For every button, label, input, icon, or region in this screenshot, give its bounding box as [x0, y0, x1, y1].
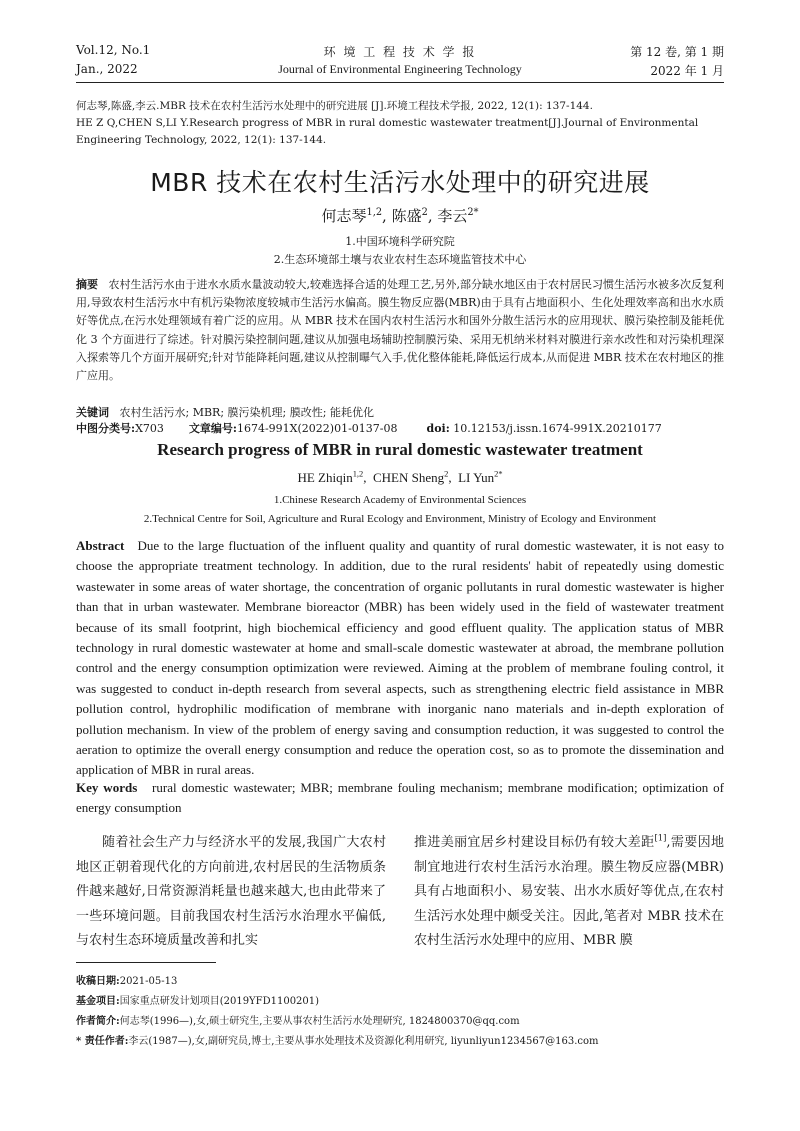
abstract-cn [76, 276, 724, 385]
author-3-sup: 2* [467, 207, 479, 218]
header-date-en: Jan., 2022 [76, 62, 138, 76]
header-journal-en: Journal of Environmental Engineering Technology [278, 62, 522, 76]
received-label: 收稿日期: [76, 976, 120, 987]
header-date-cn: 2022 年 1 月 [650, 64, 724, 78]
footnote-author [76, 1012, 724, 1032]
fund-label: 基金项目: [76, 996, 120, 1007]
affiliation-en-2: 2.Technical Centre for Soil, Agriculture and Rural Ecology and Environment, Ministry of Ecology and Environment [143, 513, 657, 525]
corresponding-value: 李云(1987—),女,副研究员,博士,主要从事水处理技术及资源化利用研究, liyunliyun1234567@163.com [128, 1036, 599, 1047]
author-3: 李云 [437, 207, 468, 225]
body-column-right [414, 831, 724, 954]
keywords-cn-label: 关键词 [76, 406, 109, 419]
author-2-sup: 2 [421, 207, 428, 218]
footnotes [76, 972, 724, 1052]
authors-en: HE Zhiqin$^{1,2}$, CHEN Sheng$^2$, LI Yun$^{2*}$ [297, 468, 503, 485]
author-bio-value: 何志琴(1996—),女,硕士研究生,主要从事农村生活污水处理研究, 1824800370@qq.com [119, 1016, 520, 1027]
fund-value: 国家重点研发计划项目(2019YFD1100201) [119, 996, 320, 1007]
keywords-cn-text: 农村生活污水; MBR; 膜污染机理; 膜改性; 能耗优化 [119, 406, 374, 419]
doi-label: doi: [426, 422, 450, 435]
author-2: 陈盛 [391, 207, 422, 225]
corresponding-label: * 责任作者: [76, 1036, 129, 1047]
page-title-en: Research progress of MBR in rural domestic wastewater treatment [157, 440, 643, 459]
affiliation-cn-1: 1.中国环境科学研究院 [345, 235, 455, 248]
affiliation-en-1: 1.Chinese Research Academy of Environmental Sciences [273, 494, 527, 506]
body-column-left: 随着社会生产力与经济水平的发展,我国广大农村地区正朝着现代化的方向前进,农村居民的生活物质条件越来越好,日常资源消耗量也越来越大,也由此带来了一些环境问题。目前我国农村生活污水治理水平偏低,与农村生态环境质量改善和扎实 [76, 835, 386, 949]
footnote-received [76, 972, 724, 992]
citation-en: HE Z Q,CHEN S,LI Y.Research progress of MBR in rural domestic wastewater treatment[J].Journal of Environmental Engineering Technology, 2022, 12(1): 137-144. [76, 117, 699, 146]
author-en-1-sup: 1,2 [352, 468, 364, 479]
abstract-en-text: Due to the large fluctuation of the influent quality and quantity of rural domestic wastewater, it is not easy to choose the appropriate treatment technology. In addition, due to the rural residents' habit of repeatedly using domestic wastewater in some areas of water shortage, the concentration of organic pollutants in rural domestic wastewater is higher than that in urban wastewater. Membrane bioreactor (MBR) has been widely used in the field of wastewater treatment because of its small footprint, high biochemical efficiency and good effluent quality. The application status of MBR technology in rural domestic wastewater at home and small-scale domestic wastewater at abroad, the membrane pollution control and the energy consumption optimization were reviewed. Aiming at the problem of membrane fouling control, it was suggested to conduct in-depth research from several aspects, such as strengthening electric field assistance in MBR pollution control, hydrophilic modification of membrane with inorganic nano materials and in-depth exploration of pollution mechanism. In view of the problem of energy saving and consumption reduction, it was suggested to control the aeration to optimize the overall energy consumption and reduce the operation cost, so as to promote the dissemination and application of MBR in rural areas. [76, 538, 725, 778]
author-en-2-sup: 2 [444, 468, 449, 479]
article-no-label: 文章编号: [188, 422, 237, 435]
keywords-en-text: rural domestic wastewater; MBR; membrane fouling mechanism; membrane modification; optimization of energy consumption [76, 780, 724, 816]
header-rule [76, 82, 724, 83]
abstract-en-label: Abstract [76, 538, 125, 553]
received-value: 2021-05-13 [119, 976, 178, 987]
author-1-sup: 1,2 [366, 207, 383, 218]
header-volume-en: Vol.12, No.1 [76, 43, 151, 57]
article-meta [76, 405, 724, 437]
citation-cn: 何志琴,陈盛,李云.MBR 技术在农村生活污水处理中的研究进展 [J].环境工程技术学报, 2022, 12(1): 137-144. [76, 100, 593, 112]
affiliation-cn-2: 2.生态环境部土壤与农业农村生态环境监管技术中心 [273, 253, 527, 266]
body-right-part-b: ,需要因地制宜地进行农村生活污水治理。膜生物反应器(MBR)具有占地面积小、易安装、出水水质好等优点,在农村生活污水处理中颇受关注。因此,笔者对 MBR 技术在农村生活污水处理中的应用、MBR 膜 [414, 835, 724, 949]
clc-value: X703 [135, 422, 164, 435]
author-en-3: LI Yun [458, 470, 495, 485]
citation-block [76, 98, 724, 149]
header-journal-cn: 环 境 工 程 技 术 学 报 [323, 45, 477, 59]
author-bio-label: 作者简介: [76, 1016, 120, 1027]
keywords-cn [76, 405, 724, 421]
author-1: 何志琴 [321, 207, 367, 225]
footnote-rule [76, 962, 216, 963]
author-en-3-sup: 2* [494, 468, 503, 479]
article-no-value: 1674-991X(2022)01-0137-08 [236, 422, 398, 435]
page-title-cn: MBR 技术在农村生活污水处理中的研究进展 [150, 168, 650, 197]
body-right-part-a: 推进美丽宜居乡村建设目标仍有较大差距 [414, 835, 655, 850]
footnote-corresponding [76, 1032, 724, 1052]
abstract-cn-label: 摘要 [76, 278, 98, 291]
authors-cn: 何志琴$^{1,2}$, 陈盛$^2$, 李云$^{2*}$ [321, 207, 479, 225]
header-volume-cn: 第 12 卷, 第 1 期 [630, 45, 724, 59]
abstract-cn-text: 农村生活污水由于进水水质水量波动较大,较难选择合适的处理工艺,另外,部分缺水地区由于农村居民习惯生活污水被多次反复利用,导致农村生活污水中有机污染物浓度较城市生活污水偏高。膜生物反应器(MBR)由于具有占地面积小、生化处理效率高和出水水质好等优点,在污水处理领域有着广泛的应用。从 MBR 技术在国内农村生活污水和国外分散生活污水的应用现状、膜污染控制及能耗优化 3 个方面进行了综述。针对膜污染控制问题,建议从加强电场辅助控制膜污染、采用无机纳米材料对膜进行亲水改性和对污染机理深入探索等几个方面开展研究;针对节能降耗问题,建议从控制曝气入手,优化整体能耗,降低运行成本,从而促进 MBR 技术在农村地区的推广应用。 [76, 278, 724, 383]
footnote-fund [76, 992, 724, 1012]
reference-1[interactable]: [1] [654, 832, 667, 843]
keywords-en [76, 778, 724, 819]
author-en-2: CHEN Sheng [373, 470, 445, 485]
doi-value: 10.12153/j.issn.1674-991X.20210177 [453, 422, 662, 435]
keywords-en-label: Key words [76, 780, 138, 795]
classification-line [76, 421, 724, 437]
clc-label: 中图分类号: [76, 422, 136, 435]
abstract-en [76, 536, 724, 781]
author-en-1: HE Zhiqin [297, 470, 353, 485]
